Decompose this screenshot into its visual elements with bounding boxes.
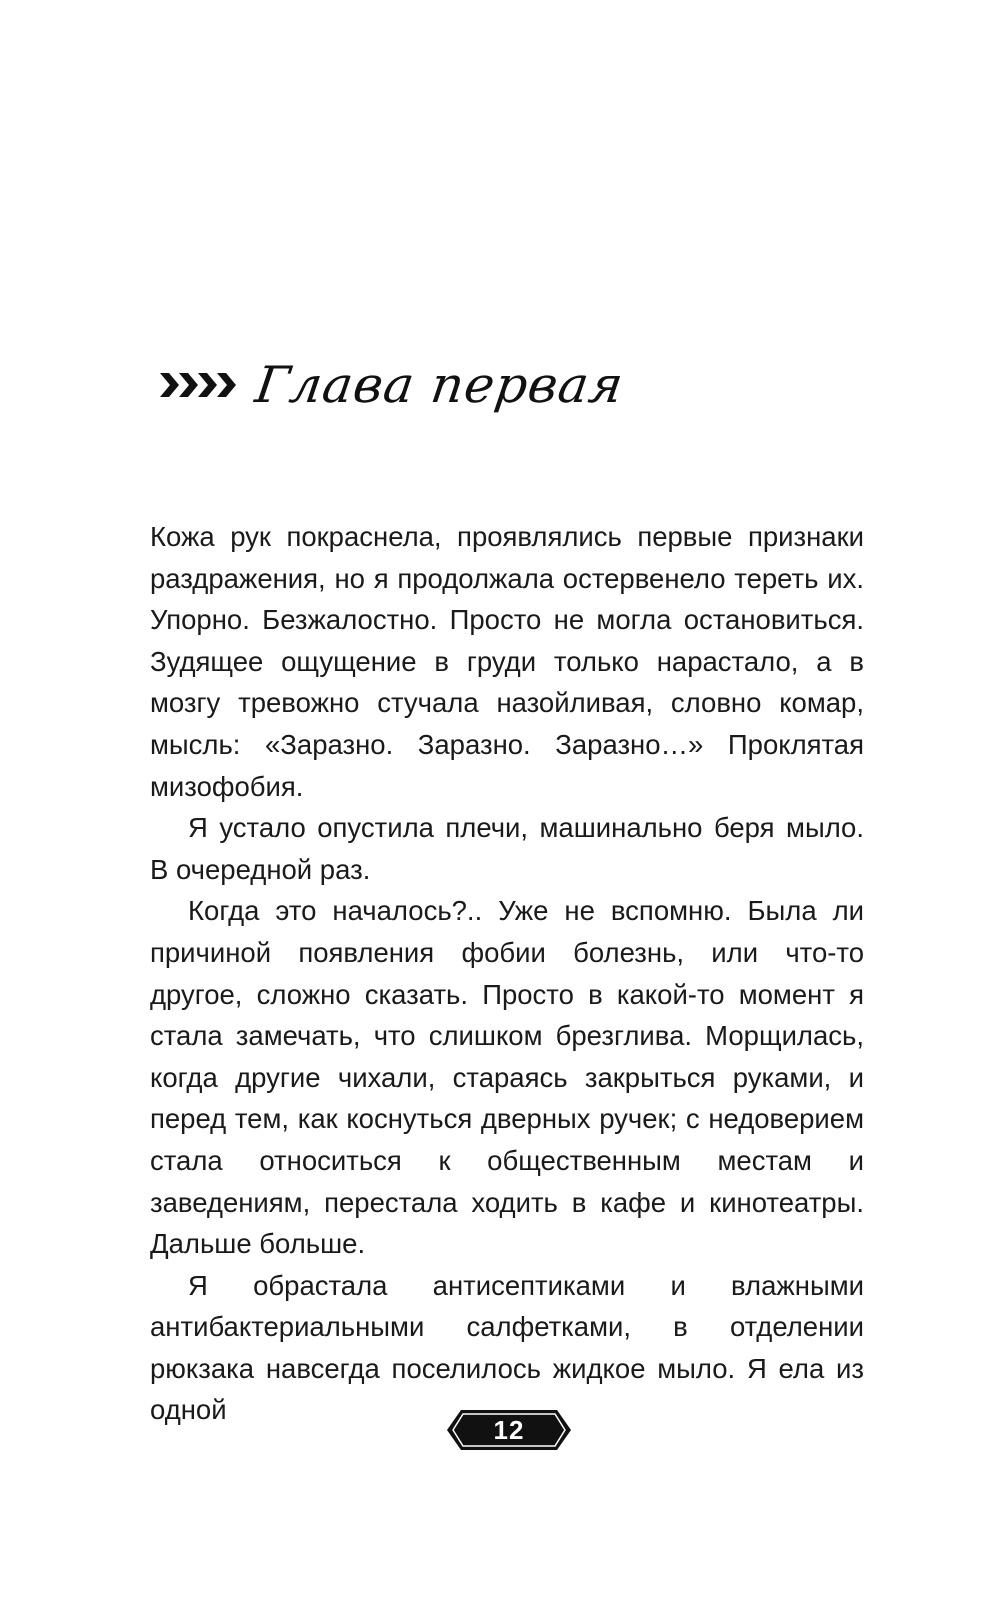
chapter-title: Глава первая [251,356,628,414]
paragraph-2: Я устало опустила плечи, машинально беря мыло. В очередной раз. [150,812,864,885]
paragraph-4: Я обрастала антисептиками и влажными антибактериальными салфетками, в отделении рюкзака навсегда поселилось жидкое мыло. Я ела из одной [150,1269,864,1426]
chevron-arrows-icon [160,370,238,400]
paragraph-3: Когда это началось?.. Уже не вспомню. Была ли причиной появления фобии болезнь, или что-то другое, сложно сказать. Просто в какой-то момент я стала замечать, что слишком брезглива. Морщилась, когда другие чихали, стараясь закрыться руками, и перед тем, как коснуться дверных ручек; с недоверием стала относиться к общественным местам и заведениям, перестала ходить в кафе и кинотеатры. Дальше больше. [150,895,864,1260]
paragraph-1: Кожа рук покраснела, проявлялись первые признаки раздражения, но я продолжала остервенело тереть их. Упорно. Безжалостно. Просто не могла остановиться. Зудящее ощущение в груди только нарастало, а в мозгу тревожно стучала назойливая, словно комар, мысль: «Заразно. Заразно. Заразно…» Проклятая мизофобия. [150,521,864,802]
chapter-heading [160,350,628,420]
page-number-badge [447,1408,571,1452]
page-number: 12 [493,1415,525,1445]
body-text [150,516,864,1431]
